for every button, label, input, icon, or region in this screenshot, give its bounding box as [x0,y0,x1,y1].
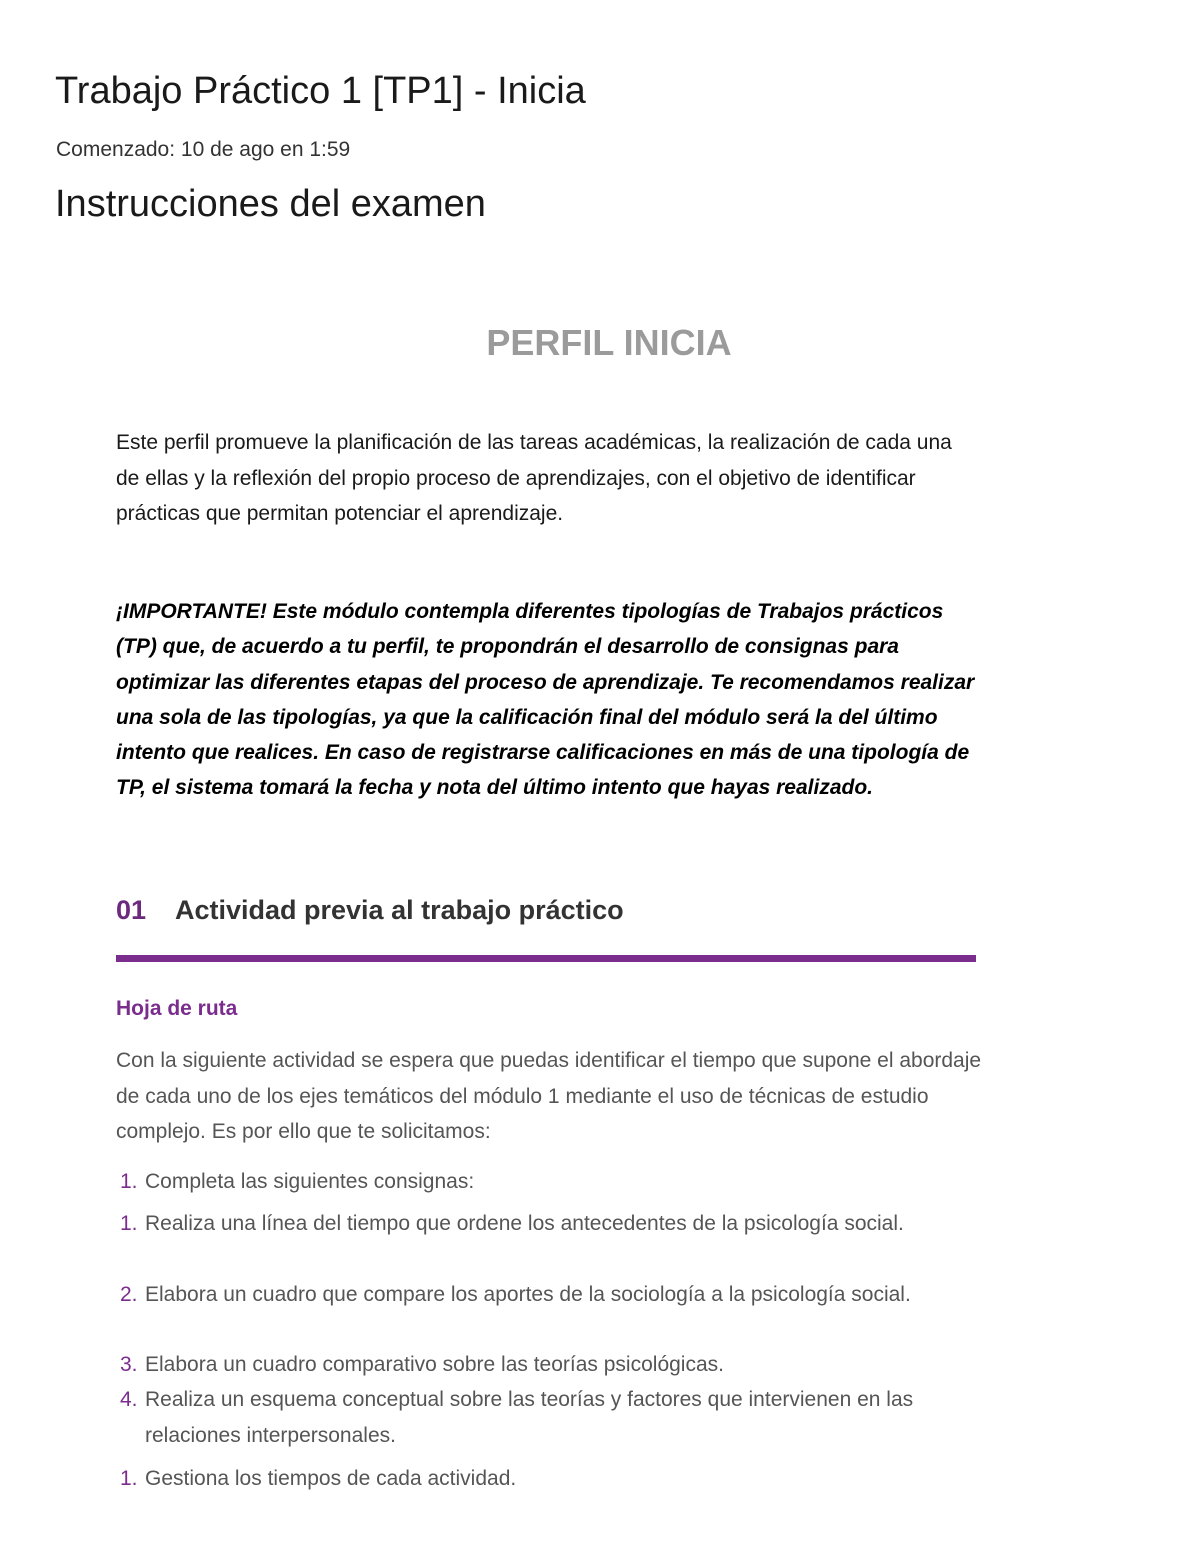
list-item-number: 3. [120,1353,138,1376]
list-item [116,1164,986,1200]
page-title: Trabajo Práctico 1 [TP1] - Inicia [55,70,586,112]
section-title: Actividad previa al trabajo práctico [175,895,624,925]
section-header [116,895,976,967]
list-item-text: Elabora un cuadro que compare los aportes de la sociología a la psicología social. [145,1283,911,1306]
roadmap-heading: Hoja de ruta [116,997,238,1020]
list-item [116,1461,986,1497]
profile-title: PERFIL INICIA [486,322,732,363]
list-item [116,1206,986,1242]
section-divider [116,955,976,962]
list-item-text: Realiza una línea del tiempo que ordene los antecedentes de la psicología social. [145,1212,904,1235]
list-item-text: Elabora un cuadro comparativo sobre las teorías psicológicas. [145,1353,724,1376]
instructions-heading: Instrucciones del examen [55,183,486,225]
list-item-text: Completa las siguientes consignas: [145,1170,475,1193]
list-item-number: 2. [120,1283,138,1306]
list-item [116,1382,986,1453]
list-item-number: 4. [120,1388,138,1411]
profile-intro-text: Este perfil promueve la planificación de las tareas académicas, la realización de cada una de ellas y la reflexión del propio proceso de aprendizajes, con el objetivo de identificar prácticas que permitan potenciar el aprendizaje. [116,431,952,525]
roadmap-text: Con la siguiente actividad se espera que puedas identificar el tiempo que supone el abordaje de cada uno de los ejes temáticos del módulo 1 mediante el uso de técnicas de estudio complejo. Es por ello que te solicitamos: [116,1049,982,1143]
list-item-number: 1. [120,1170,138,1193]
section-number: 01 [116,895,147,925]
list-item [116,1347,986,1383]
list-item-text: Gestiona los tiempos de cada actividad. [145,1467,517,1490]
started-timestamp: Comenzado: 10 de ago en 1:59 [56,138,351,161]
important-notice: ¡IMPORTANTE! Este módulo contempla diferentes tipologías de Trabajos prácticos (TP) que, de acuerdo a tu perfil, te propondrán el desarrollo de consignas para optimizar las diferentes etapas del proceso de aprendizaje. Te recomendamos realizar una sola de las tipologías, ya que la calificación final del módulo será la del último intento que realices. En caso de registrarse calificaciones en más de una tipología de TP, el sistema tomará la fecha y nota del último intento que hayas realizado. [116,600,975,800]
list-item-text: Realiza un esquema conceptual sobre las teorías y factores que intervienen en las relaciones interpersonales. [145,1388,914,1447]
list-item-number: 1. [120,1467,138,1490]
list-item [116,1277,986,1313]
list-item-number: 1. [120,1212,138,1235]
